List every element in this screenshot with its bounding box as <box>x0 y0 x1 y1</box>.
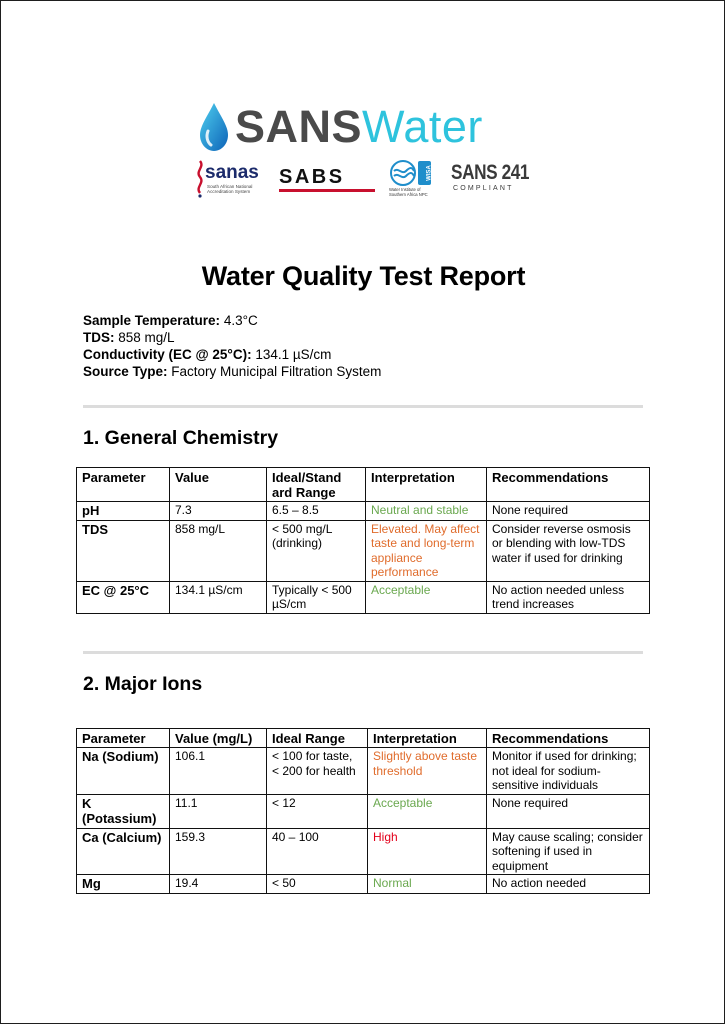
interpretation-cell: High <box>368 828 487 875</box>
logo-text-water: Water <box>362 101 483 152</box>
sans241-text: SANS 241 <box>451 161 530 184</box>
table-header-row <box>77 729 650 748</box>
sans241-compliant: COMPLIANT <box>453 185 514 192</box>
wisa-wave-icon <box>389 159 435 187</box>
value-cell: 106.1 <box>170 748 267 795</box>
parameter-cell: pH <box>77 502 170 521</box>
value-cell: 134.1 µS/cm <box>170 581 267 613</box>
sample-metadata <box>83 312 381 380</box>
interpretation-cell: Elevated. May affect taste and long-term appliance performance <box>366 520 487 581</box>
table-row <box>77 581 650 613</box>
meta-value: 858 mg/L <box>118 330 175 345</box>
interpretation-cell: Slightly above taste threshold <box>368 748 487 795</box>
value-cell: 858 mg/L <box>170 520 267 581</box>
svg-text:WISA: WISA <box>426 165 433 181</box>
range-cell: < 12 <box>267 794 368 828</box>
sanas-name: sanas <box>205 162 259 183</box>
interpretation-cell: Normal <box>368 875 487 894</box>
parameter-cell: EC @ 25°C <box>77 581 170 613</box>
recommendation-cell: None required <box>487 794 650 828</box>
column-header: Parameter <box>77 729 170 748</box>
meta-conductivity <box>83 346 381 363</box>
meta-label: Source Type: <box>83 364 168 379</box>
table-header-row <box>77 468 650 502</box>
column-header: Value <box>170 468 267 502</box>
sans241-badge <box>451 161 530 197</box>
sanas-badge <box>193 159 273 199</box>
column-header: Value (mg/L) <box>170 729 267 748</box>
column-header: Ideal/Stand ard Range <box>267 468 366 502</box>
sanswater-logo <box>197 99 483 155</box>
parameter-cell: Ca (Calcium) <box>77 828 170 875</box>
table-row <box>77 748 650 795</box>
major-ions-table <box>76 728 650 894</box>
meta-source-type <box>83 363 381 380</box>
meta-sample-temperature <box>83 312 381 329</box>
table-row <box>77 502 650 521</box>
meta-label: Sample Temperature: <box>83 313 221 328</box>
sanas-subtitle: South African National Accreditation System <box>207 184 253 194</box>
range-cell: < 500 mg/L (drinking) <box>267 520 366 581</box>
section-divider <box>83 405 643 408</box>
water-drop-icon <box>197 101 231 153</box>
section-divider <box>83 651 643 654</box>
parameter-cell: Na (Sodium) <box>77 748 170 795</box>
meta-tds <box>83 329 381 346</box>
value-cell: 11.1 <box>170 794 267 828</box>
report-title: Water Quality Test Report <box>201 261 526 291</box>
parameter-cell: TDS <box>77 520 170 581</box>
column-header: Ideal Range <box>267 729 368 748</box>
value-cell: 7.3 <box>170 502 267 521</box>
column-header: Interpretation <box>366 468 487 502</box>
meta-value: 4.3°C <box>223 313 258 328</box>
recommendation-cell: Consider reverse osmosis or blending with low-TDS water if used for drinking <box>487 520 650 581</box>
table-row <box>77 794 650 828</box>
range-cell: Typically < 500 µS/cm <box>267 581 366 613</box>
recommendation-cell: No action needed unless trend increases <box>487 581 650 613</box>
recommendation-cell: None required <box>487 502 650 521</box>
meta-label: Conductivity (EC @ 25°C): <box>83 347 252 362</box>
recommendation-cell: Monitor if used for drinking; not ideal for sodium-sensitive individuals <box>487 748 650 795</box>
value-cell: 159.3 <box>170 828 267 875</box>
parameter-cell: K (Potassium) <box>77 794 170 828</box>
recommendation-cell: No action needed <box>487 875 650 894</box>
section-heading-general-chemistry: 1. General Chemistry <box>83 427 279 449</box>
column-header: Parameter <box>77 468 170 502</box>
range-cell: 40 – 100 <box>267 828 368 875</box>
table-row <box>77 875 650 894</box>
interpretation-cell: Acceptable <box>368 794 487 828</box>
logo-text-sans: SANS <box>235 101 363 152</box>
interpretation-cell: Neutral and stable <box>366 502 487 521</box>
accreditation-badges <box>193 159 530 201</box>
recommendation-cell: May cause scaling; consider softening if used in equipment <box>487 828 650 875</box>
interpretation-cell: Acceptable <box>366 581 487 613</box>
column-header: Interpretation <box>368 729 487 748</box>
column-header: Recommendations <box>487 468 650 502</box>
table-row <box>77 828 650 875</box>
meta-value: 134.1 µS/cm <box>255 347 332 362</box>
wisa-badge <box>389 159 439 201</box>
sabs-badge <box>279 166 375 190</box>
wisa-subtitle: Water Institute of Southern Africa NPC <box>389 187 428 197</box>
meta-value: Factory Municipal Filtration System <box>171 364 382 379</box>
parameter-cell: Mg <box>77 875 170 894</box>
general-chemistry-table <box>76 467 650 614</box>
range-cell: < 100 for taste, < 200 for health <box>267 748 368 795</box>
section-heading-major-ions: 2. Major Ions <box>83 673 203 695</box>
sabs-underline <box>279 189 375 192</box>
range-cell: < 50 <box>267 875 368 894</box>
range-cell: 6.5 – 8.5 <box>267 502 366 521</box>
column-header: Recommendations <box>487 729 650 748</box>
meta-label: TDS: <box>83 330 115 345</box>
value-cell: 19.4 <box>170 875 267 894</box>
sabs-text: SABS <box>279 166 345 188</box>
table-row <box>77 520 650 581</box>
